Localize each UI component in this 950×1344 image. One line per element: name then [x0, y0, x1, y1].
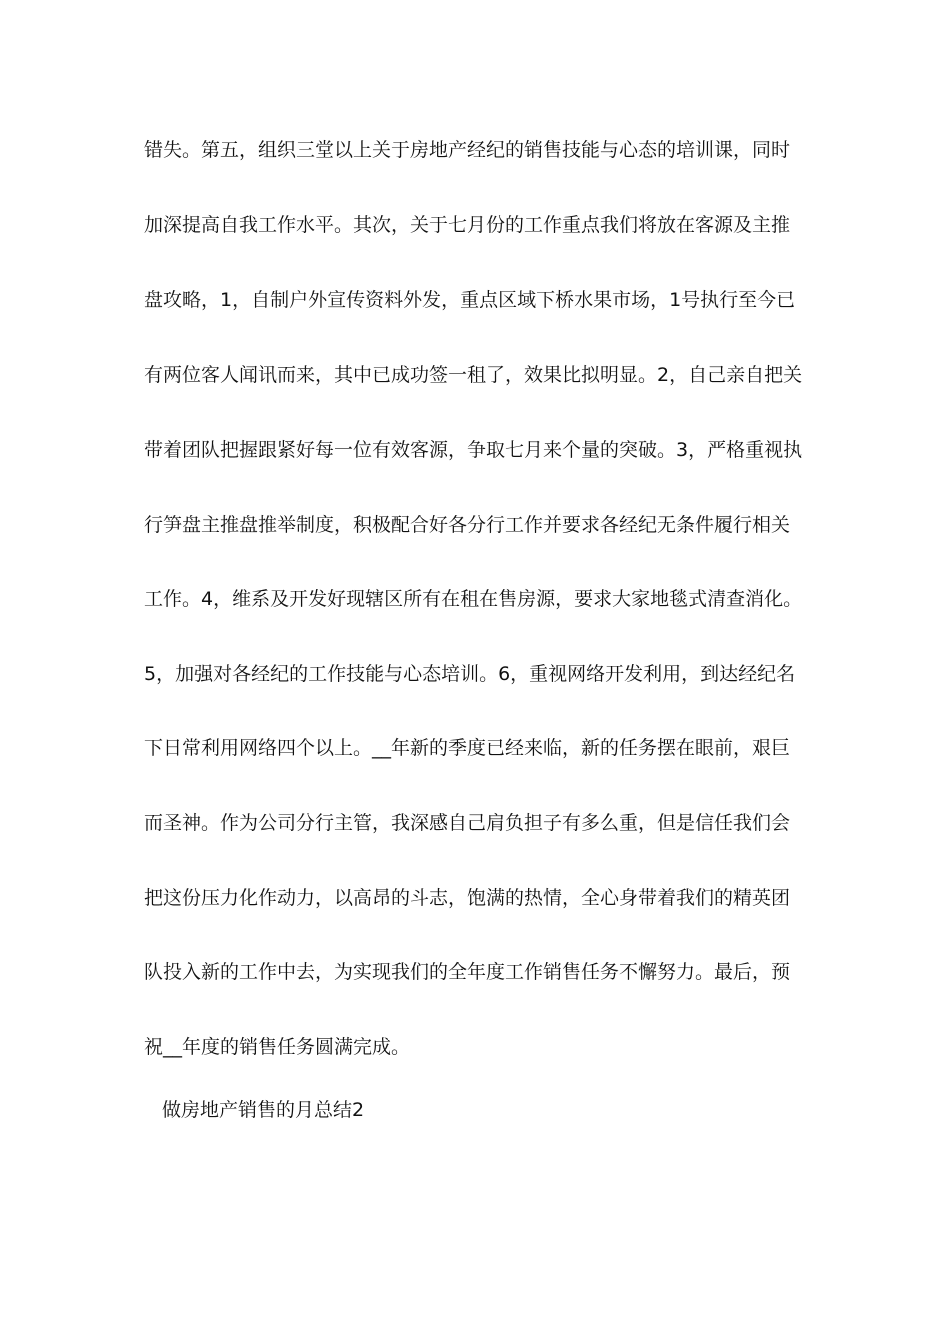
body-text-line: 而圣神。作为公司分行主管，我深感自己肩负担子有多么重，但是信任我们会	[144, 812, 791, 834]
body-text-line: 工作。4，维系及开发好现辖区所有在租在售房源，要求大家地毯式清查消化。	[144, 588, 803, 610]
body-text-line: 行笋盘主推盘推举制度，积极配合好各分行工作并要求各经纪无条件履行相关	[144, 514, 791, 536]
body-text-line: 有两位客人闻讯而来，其中已成功签一租了，效果比拟明显。2，自己亲自把关	[144, 364, 803, 386]
body-text-line: 祝__年度的销售任务圆满完成。	[144, 1036, 411, 1058]
body-text-line: 错失。第五，组织三堂以上关于房地产经纪的销售技能与心态的培训课，同时	[144, 139, 791, 161]
body-text-line: 加深提高自我工作水平。其次，关于七月份的工作重点我们将放在客源及主推	[144, 214, 791, 236]
section-heading: 做房地产销售的月总结2	[162, 1099, 365, 1121]
body-text-line: 队投入新的工作中去，为实现我们的全年度工作销售任务不懈努力。最后，预	[144, 961, 791, 983]
body-text-line: 带着团队把握跟紧好每一位有效客源，争取七月来个量的突破。3，严格重视执	[144, 439, 803, 461]
body-text-line: 盘攻略，1，自制户外宣传资料外发，重点区域下桥水果市场，1号执行至今已	[144, 289, 796, 311]
body-text-line: 把这份压力化作动力，以高昂的斗志，饱满的热情，全心身带着我们的精英团	[144, 887, 791, 909]
body-text-line: 5，加强对各经纪的工作技能与心态培训。6，重视网络开发利用，到达经纪名	[144, 663, 796, 685]
body-text-line: 下日常利用网络四个以上。__年新的季度已经来临，新的任务摆在眼前，艰巨	[144, 737, 791, 759]
